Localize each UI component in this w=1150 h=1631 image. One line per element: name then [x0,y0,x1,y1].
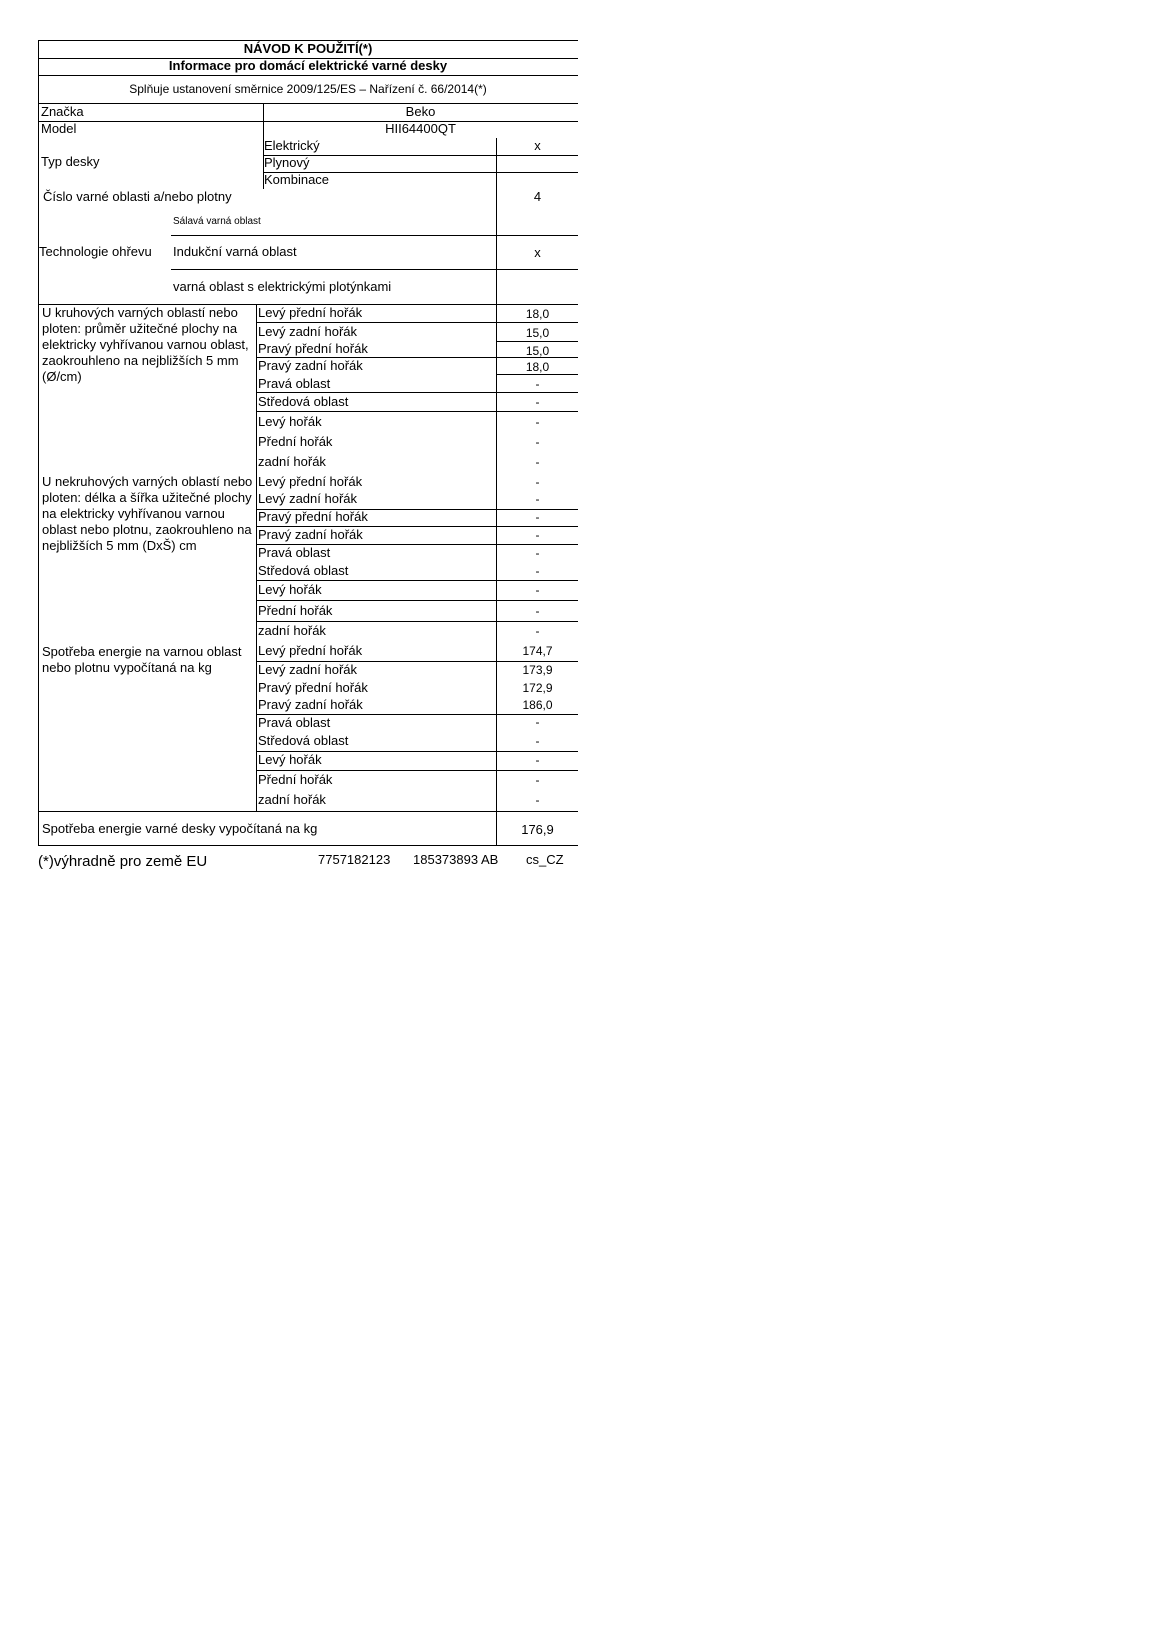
rule [171,235,578,236]
zone-label: Levý zadní hořák [258,324,358,339]
zone-label: Pravý zadní hořák [258,697,363,712]
zone-value: 15,0 [525,344,550,358]
rule [496,138,497,304]
zone-label: zadní hořák [258,623,326,638]
zone-label: Středová oblast [258,394,349,409]
document-title: NÁVOD K POUŽITÍ(*) [243,41,373,56]
zone-value: - [535,455,540,469]
zone-value: 15,0 [525,326,550,340]
zone-label: Středová oblast [258,733,349,748]
zone-label: Levý hořák [258,414,322,429]
rule [38,40,39,845]
rule [256,600,578,601]
zone-label: Levý zadní hořák [258,662,358,677]
brand-value: Beko [405,104,436,119]
zone-value: 173,9 [522,663,553,677]
zone-label: zadní hořák [258,454,326,469]
zone-label: Pravý zadní hořák [258,358,363,373]
zone-label: Pravá oblast [258,545,331,560]
zone-value: - [535,377,540,391]
zone-label: Středová oblast [258,563,349,578]
zone-value: - [535,734,540,748]
zone-value: - [535,415,540,429]
zone-value: - [535,624,540,638]
zone-label: Levý přední hořák [258,305,363,320]
rule [38,811,578,812]
zone-label: Levý hořák [258,752,322,767]
zone-value: - [535,435,540,449]
zone-label: Přední hořák [258,434,333,449]
heating-option: Indukční varná oblast [173,244,297,259]
zone-value: - [535,546,540,560]
energy-total-value: 176,9 [521,822,554,837]
noncircular-zones-label: U nekruhových varných oblastí nebo ploten: délka a šířka užitečné plochy na elektricky vyhřívanou varnou oblast nebo plotnu, zaokrouhleno na nejbližších 5 mm (DxŠ) cm [42,474,253,553]
zone-value: 172,9 [522,681,553,695]
zone-value: - [535,475,540,489]
rule [256,580,578,581]
zone-label: Pravý přední hořák [258,509,368,524]
zone-value: - [535,564,540,578]
rule [256,392,578,393]
footer-code: 7757182123 [318,852,391,867]
footer-code: 185373893 AB [413,852,499,867]
zone-value: 18,0 [525,307,550,321]
zone-label: Pravý přední hořák [258,341,368,356]
zone-value: 18,0 [525,360,550,374]
zone-value: - [535,793,540,807]
zone-value: - [535,395,540,409]
hob-type-option: Elektrický [264,138,320,153]
zone-label: Přední hořák [258,772,333,787]
heating-option: varná oblast s elektrickými plotýnkami [173,279,392,294]
zone-value: - [535,492,540,506]
energy-zone-label: Spotřeba energie na varnou oblast nebo plotnu vypočítaná na kg [42,644,242,675]
rule [256,322,578,323]
zone-value: - [535,510,540,524]
rule [256,621,578,622]
brand-label: Značka [41,104,84,119]
compliance-note: Splňuje ustanovení směrnice 2009/125/ES – Nařízení č. 66/2014(*) [129,82,487,96]
rule [496,341,578,342]
zone-label: Pravá oblast [258,376,331,391]
zone-label: Pravá oblast [258,715,331,730]
model-value: HII64400QT [385,121,456,136]
zone-value: - [535,773,540,787]
zone-value: 174,7 [522,644,553,658]
model-label: Model [41,121,77,136]
footer-note: (*)výhradně pro země EU [38,853,208,870]
heating-option: Sálavá varná oblast [173,216,261,227]
rule [256,304,257,811]
energy-total-label: Spotřeba energie varné desky vypočítaná na kg [42,821,318,836]
zone-label: Levý přední hořák [258,643,363,658]
hob-type-label: Typ desky [41,154,100,169]
zones-count-label: Číslo varné oblasti a/nebo plotny [43,189,232,204]
zone-label: zadní hořák [258,792,326,807]
zone-value: - [535,583,540,597]
zone-value: - [535,528,540,542]
rule [263,155,578,156]
hob-type-mark: x [534,138,541,153]
hob-type-option: Plynový [264,155,310,170]
zone-value: - [535,715,540,729]
rule [171,269,578,270]
document-subtitle: Informace pro domácí elektrické varné desky [168,58,448,73]
zone-label: Přední hořák [258,603,333,618]
zone-label: Levý zadní hořák [258,491,358,506]
zone-label: Levý přední hořák [258,474,363,489]
hob-type-option: Kombinace [264,172,330,187]
rule [256,411,578,412]
rule [38,845,578,846]
zone-label: Pravý zadní hořák [258,527,363,542]
rule [256,770,578,771]
zone-label: Pravý přední hořák [258,680,368,695]
zone-value: - [535,753,540,767]
zone-label: Levý hořák [258,582,322,597]
heating-technology-label: Technologie ohřevu [39,244,152,259]
zone-value: - [535,604,540,618]
footer-locale: cs_CZ [526,852,564,867]
circular-zones-label: U kruhových varných oblastí nebo ploten: průměr užitečné plochy na elektricky vyhřívanou varnou oblast, zaokrouhleno na nejbližších 5 mm (Ø/cm) [42,305,249,384]
zones-count-value: 4 [533,189,542,204]
rule [38,75,578,76]
zone-value: 186,0 [522,698,553,712]
heating-mark: x [534,245,541,260]
